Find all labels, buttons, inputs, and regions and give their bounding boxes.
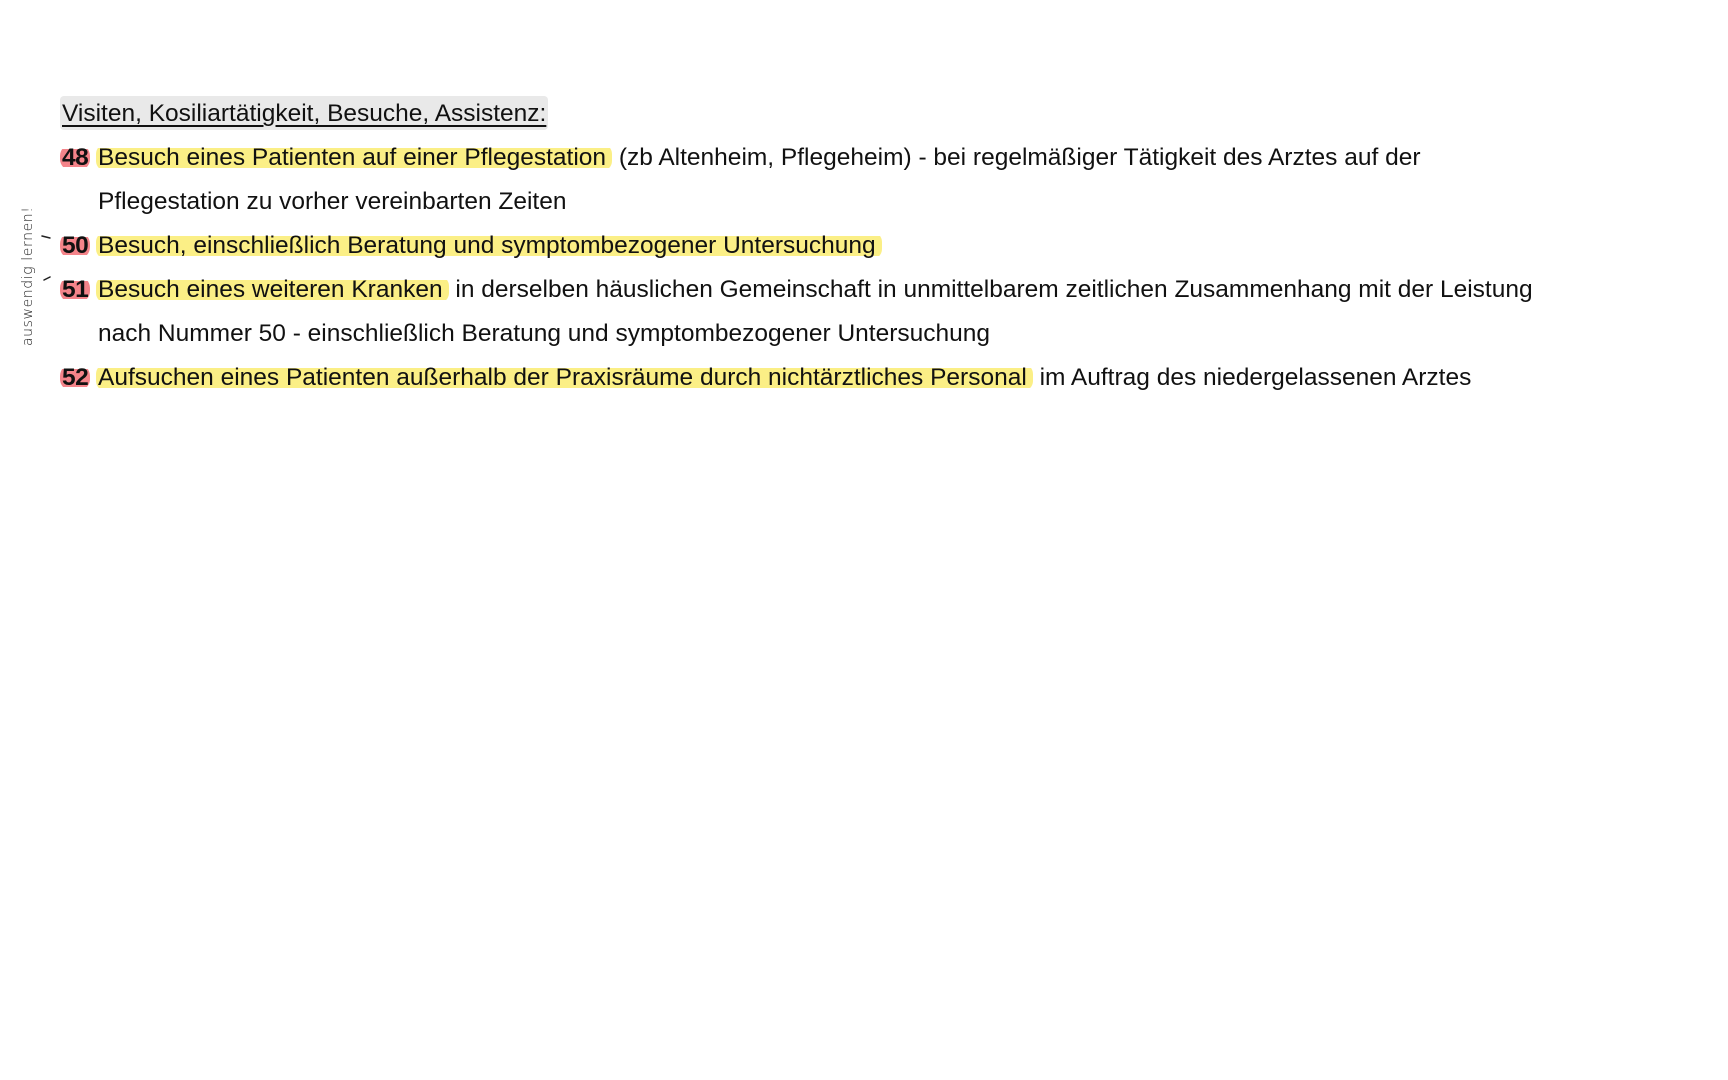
- entry-line: [98, 136, 1680, 180]
- entry-line: [98, 224, 1680, 268]
- number-highlight: 52: [62, 364, 89, 391]
- entry-50: [60, 224, 1680, 268]
- entry-text: (zb Altenheim, Pflegeheim) - bei regelmäßiger Tätigkeit des Arztes auf der: [612, 144, 1421, 171]
- number-highlight: 50: [62, 232, 89, 259]
- entry-text: in derselben häuslichen Gemeinschaft in unmittelbarem zeitlichen Zusammenhang mit der Leistung: [448, 276, 1533, 303]
- bracket-marks-icon: [12, 188, 52, 348]
- entry-continuation: Pflegestation zu vorher vereinbarten Zeiten: [98, 188, 567, 215]
- section-heading: Visiten, Kosiliartätigkeit, Besuche, Assistenz:: [60, 96, 548, 130]
- entry-number: [60, 356, 90, 400]
- entry-continuation: nach Nummer 50 - einschließlich Beratung und symptombezogener Untersuchung: [98, 320, 990, 347]
- entry-line: [98, 356, 1680, 400]
- entry-number: [60, 224, 90, 268]
- number-highlight: 48: [62, 144, 89, 171]
- entry-text: im Auftrag des niedergelassenen Arztes: [1032, 364, 1472, 391]
- highlighted-text: Besuch eines Patienten auf einer Pflegestation: [96, 144, 612, 171]
- entry-line: [98, 268, 1680, 312]
- handwritten-side-note: [12, 188, 52, 348]
- document-content: [60, 92, 1680, 400]
- highlighted-text: Besuch, einschließlich Beratung und symptombezogener Untersuchung: [96, 232, 882, 259]
- entry-52: [60, 356, 1680, 400]
- entry-48: [60, 136, 1680, 224]
- side-note-text: auswendig lernen!: [20, 206, 36, 346]
- highlighted-text: Aufsuchen eines Patienten außerhalb der Praxisräume durch nichtärztliches Personal: [96, 364, 1033, 391]
- highlighted-text: Besuch eines weiteren Kranken: [96, 276, 449, 303]
- entry-number: [60, 136, 90, 180]
- number-highlight: 51: [62, 276, 89, 303]
- entry-number: [60, 268, 90, 312]
- entry-51: [60, 268, 1680, 356]
